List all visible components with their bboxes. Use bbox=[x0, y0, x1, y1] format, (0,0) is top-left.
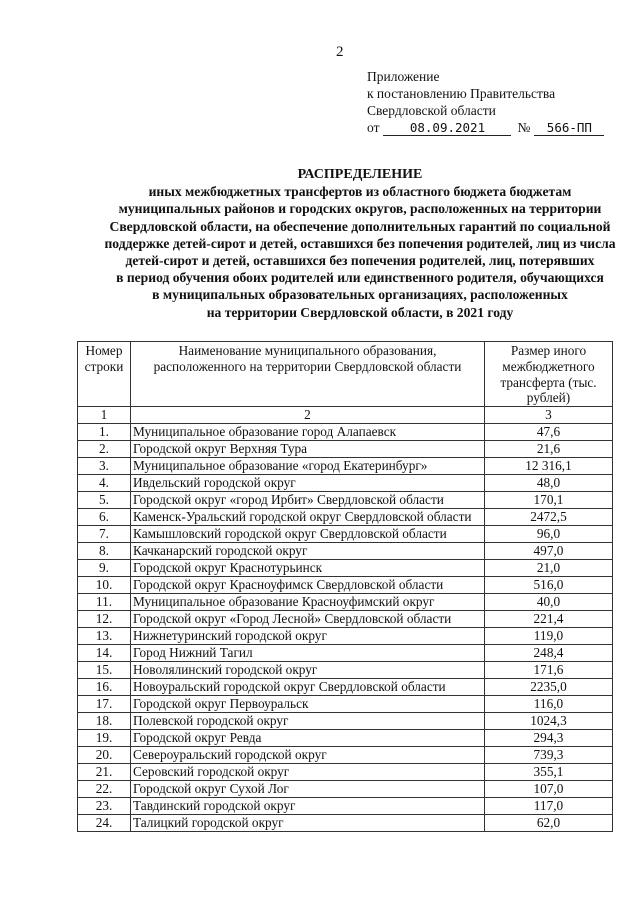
municipality-name: Серовский городской округ bbox=[131, 764, 485, 781]
municipality-name: Город Нижний Тагил bbox=[131, 645, 485, 662]
table-row bbox=[78, 781, 613, 798]
row-number: 9. bbox=[78, 560, 131, 577]
table-row bbox=[78, 730, 613, 747]
transfer-amount: 497,0 bbox=[485, 543, 613, 560]
title-heading: РАСПРЕДЕЛЕНИЕ bbox=[297, 167, 423, 182]
row-number: 3. bbox=[78, 458, 131, 475]
municipality-name: Нижнетуринский городской округ bbox=[131, 628, 485, 645]
row-number: 8. bbox=[78, 543, 131, 560]
municipality-name: Каменск-Уральский городской округ Свердловской области bbox=[131, 509, 485, 526]
transfer-amount: 117,0 bbox=[485, 798, 613, 815]
resolution-number: 566-ПП bbox=[534, 121, 604, 136]
row-number: 23. bbox=[78, 798, 131, 815]
row-number: 12. bbox=[78, 611, 131, 628]
table-row bbox=[78, 628, 613, 645]
allocation-table bbox=[77, 341, 613, 832]
row-number: 21. bbox=[78, 764, 131, 781]
row-number: 10. bbox=[78, 577, 131, 594]
row-number: 17. bbox=[78, 696, 131, 713]
table-row bbox=[78, 798, 613, 815]
municipality-name: Городской округ Краснотурьинск bbox=[131, 560, 485, 577]
table-row bbox=[78, 441, 613, 458]
municipality-name: Городской округ Первоуральск bbox=[131, 696, 485, 713]
transfer-amount: 21,6 bbox=[485, 441, 613, 458]
table-row bbox=[78, 679, 613, 696]
municipality-name: Новолялинский городской округ bbox=[131, 662, 485, 679]
transfer-amount: 2472,5 bbox=[485, 509, 613, 526]
table-row bbox=[78, 560, 613, 577]
table-row bbox=[78, 611, 613, 628]
table-row bbox=[78, 645, 613, 662]
header-transfer-amount: Размер иного межбюджетного трансферта (тыс. рублей) bbox=[485, 342, 613, 407]
table-row bbox=[78, 492, 613, 509]
title-line: Свердловской области, на обеспечение дополнительных гарантий по социальной bbox=[109, 218, 611, 234]
appendix-block bbox=[367, 68, 604, 136]
municipality-name: Камышловский городской округ Свердловской области bbox=[131, 526, 485, 543]
transfer-amount: 62,0 bbox=[485, 815, 613, 832]
row-number: 24. bbox=[78, 815, 131, 832]
title-line: на территории Свердловской области, в 2021 году bbox=[206, 304, 514, 320]
municipality-name: Североуральский городской округ bbox=[131, 747, 485, 764]
row-number: 20. bbox=[78, 747, 131, 764]
row-number: 16. bbox=[78, 679, 131, 696]
header-municipality-name: Наименование муниципального образования, расположенного на территории Свердловской области bbox=[131, 342, 485, 407]
municipality-name: Муниципальное образование город Алапаевск bbox=[131, 424, 485, 441]
row-number: 18. bbox=[78, 713, 131, 730]
transfer-amount: 116,0 bbox=[485, 696, 613, 713]
table-row bbox=[78, 475, 613, 492]
column-number: 3 bbox=[485, 407, 613, 424]
table-row bbox=[78, 543, 613, 560]
date-prefix: от bbox=[367, 120, 380, 135]
title-line: детей-сирот и детей, оставшихся без попечения родителей, лиц, потерявших bbox=[125, 253, 595, 269]
municipality-name: Талицкий городской округ bbox=[131, 815, 485, 832]
transfer-amount: 96,0 bbox=[485, 526, 613, 543]
title-line: муниципальных районов и городских округов, расположенных на территории bbox=[118, 201, 602, 217]
municipality-name: Ивдельский городской округ bbox=[131, 475, 485, 492]
municipality-name: Новоуральский городской округ Свердловской области bbox=[131, 679, 485, 696]
table-row bbox=[78, 526, 613, 543]
transfer-amount: 21,0 bbox=[485, 560, 613, 577]
municipality-name: Качканарский городской округ bbox=[131, 543, 485, 560]
transfer-amount: 170,1 bbox=[485, 492, 613, 509]
row-number: 6. bbox=[78, 509, 131, 526]
transfer-amount: 294,3 bbox=[485, 730, 613, 747]
transfer-amount: 248,4 bbox=[485, 645, 613, 662]
transfer-amount: 221,4 bbox=[485, 611, 613, 628]
transfer-amount: 48,0 bbox=[485, 475, 613, 492]
row-number: 15. bbox=[78, 662, 131, 679]
document-title bbox=[60, 166, 640, 321]
table-row bbox=[78, 662, 613, 679]
appendix-line-1: Приложение bbox=[367, 69, 440, 84]
row-number: 22. bbox=[78, 781, 131, 798]
resolution-date: 08.09.2021 bbox=[383, 121, 511, 136]
table-row bbox=[78, 424, 613, 441]
row-number: 1. bbox=[78, 424, 131, 441]
table-row bbox=[78, 815, 613, 832]
page-number: 2 bbox=[336, 44, 344, 60]
column-numbering-row bbox=[78, 407, 613, 424]
header-row-number: Номер строки bbox=[78, 342, 131, 407]
municipality-name: Муниципальное образование Красноуфимский округ bbox=[131, 594, 485, 611]
appendix-line-2: к постановлению Правительства bbox=[367, 86, 556, 101]
title-line: в период обучения обоих родителей или единственного родителя, обучающихся bbox=[116, 270, 604, 286]
title-line: в муниципальных образовательных организациях, расположенных bbox=[152, 287, 568, 303]
municipality-name: Полевской городской округ bbox=[131, 713, 485, 730]
appendix-date-line bbox=[367, 119, 604, 136]
table-row bbox=[78, 696, 613, 713]
transfer-amount: 12 316,1 bbox=[485, 458, 613, 475]
transfer-amount: 107,0 bbox=[485, 781, 613, 798]
transfer-amount: 119,0 bbox=[485, 628, 613, 645]
municipality-name: Городской округ «город Ирбит» Свердловской области bbox=[131, 492, 485, 509]
column-number: 1 bbox=[78, 407, 131, 424]
row-number: 14. bbox=[78, 645, 131, 662]
municipality-name: Городской округ «Город Лесной» Свердловской области bbox=[131, 611, 485, 628]
transfer-amount: 1024,3 bbox=[485, 713, 613, 730]
municipality-name: Муниципальное образование «город Екатеринбург» bbox=[131, 458, 485, 475]
row-number: 11. bbox=[78, 594, 131, 611]
row-number: 13. bbox=[78, 628, 131, 645]
transfer-amount: 516,0 bbox=[485, 577, 613, 594]
title-line: иных межбюджетных трансфертов из областного бюджета бюджетам bbox=[148, 184, 572, 200]
transfer-amount: 2235,0 bbox=[485, 679, 613, 696]
table-row bbox=[78, 577, 613, 594]
transfer-amount: 739,3 bbox=[485, 747, 613, 764]
table-row bbox=[78, 747, 613, 764]
municipality-name: Тавдинский городской округ bbox=[131, 798, 485, 815]
appendix-line-3: Свердловской области bbox=[367, 103, 496, 118]
transfer-amount: 40,0 bbox=[485, 594, 613, 611]
row-number: 2. bbox=[78, 441, 131, 458]
table-row bbox=[78, 713, 613, 730]
table-row bbox=[78, 509, 613, 526]
row-number: 7. bbox=[78, 526, 131, 543]
row-number: 19. bbox=[78, 730, 131, 747]
column-number: 2 bbox=[131, 407, 485, 424]
row-number: 5. bbox=[78, 492, 131, 509]
municipality-name: Городской округ Верхняя Тура bbox=[131, 441, 485, 458]
transfer-amount: 171,6 bbox=[485, 662, 613, 679]
municipality-name: Городской округ Сухой Лог bbox=[131, 781, 485, 798]
municipality-name: Городской округ Красноуфимск Свердловской области bbox=[131, 577, 485, 594]
transfer-amount: 355,1 bbox=[485, 764, 613, 781]
number-sign: № bbox=[517, 120, 531, 135]
title-line: поддержке детей-сирот и детей, оставшихся без попечения родителей, лиц из числа bbox=[104, 235, 616, 251]
table-row bbox=[78, 594, 613, 611]
transfer-amount: 47,6 bbox=[485, 424, 613, 441]
row-number: 4. bbox=[78, 475, 131, 492]
municipality-name: Городской округ Ревда bbox=[131, 730, 485, 747]
table-row bbox=[78, 764, 613, 781]
table-row bbox=[78, 458, 613, 475]
table-header-row bbox=[78, 342, 613, 407]
